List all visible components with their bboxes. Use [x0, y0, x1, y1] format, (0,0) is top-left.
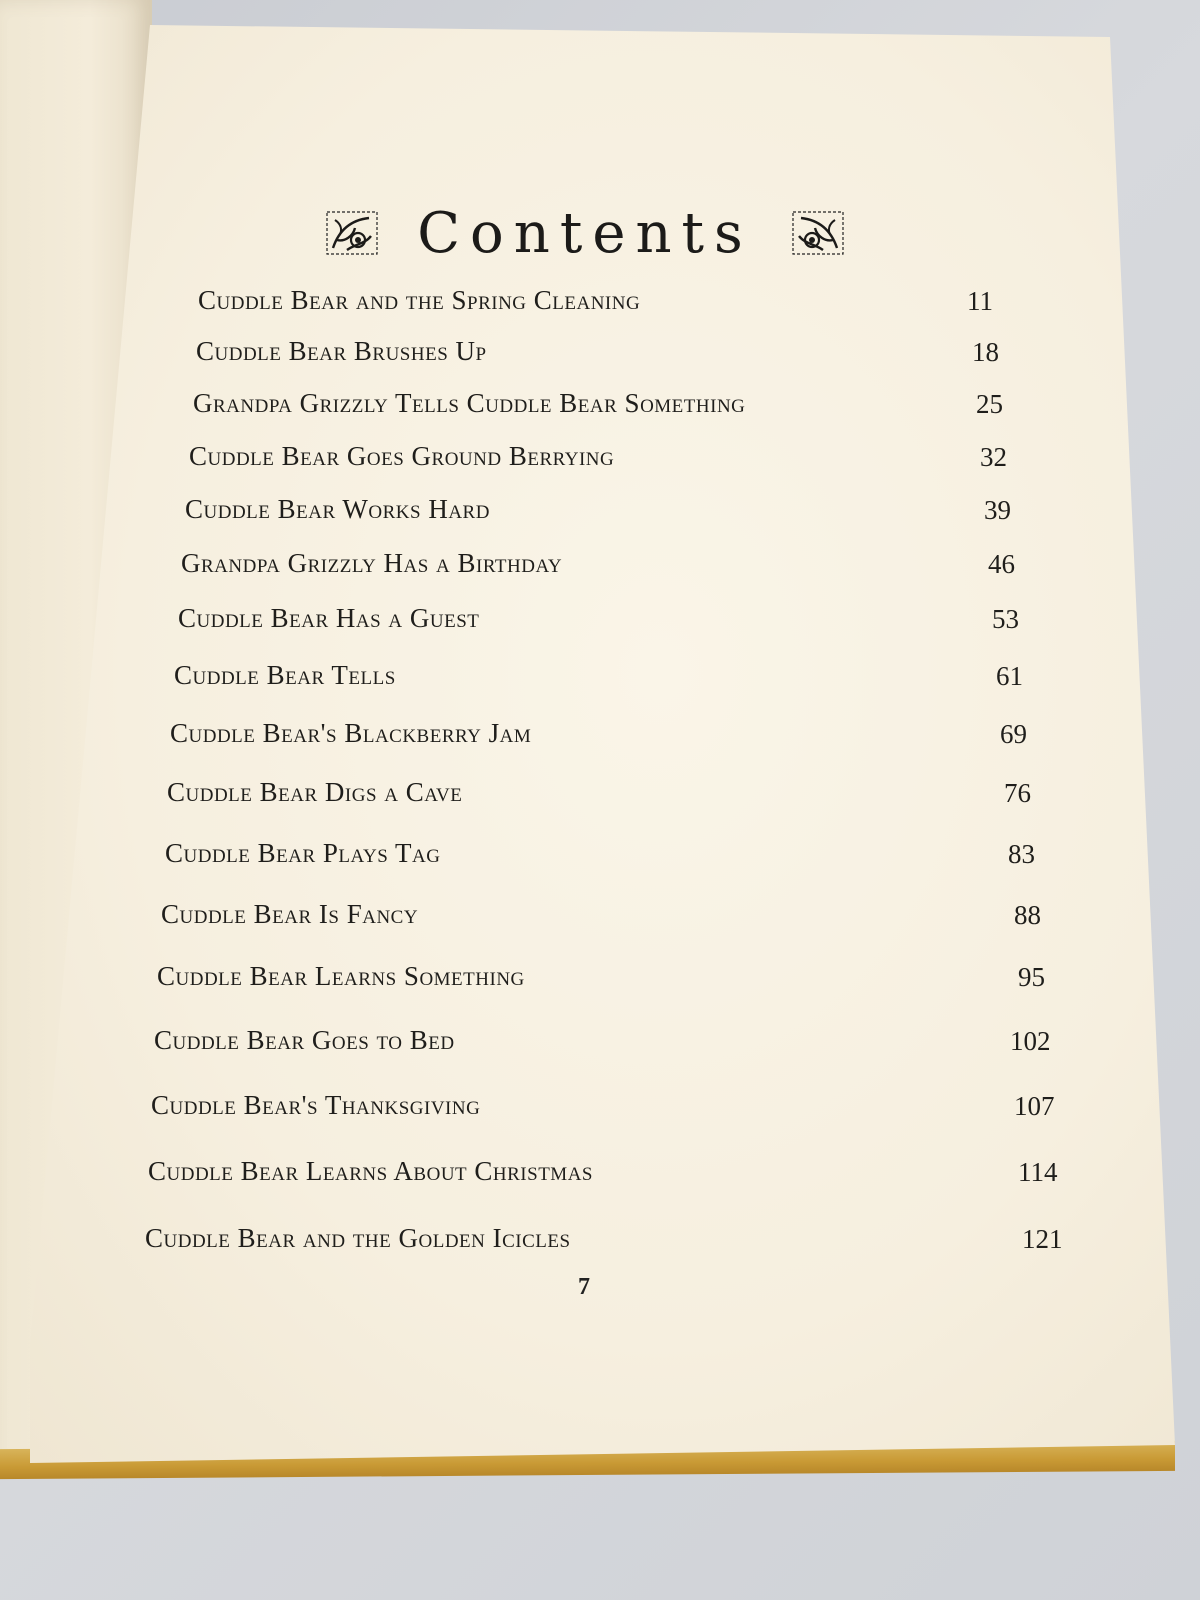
- toc-entry: [161, 894, 418, 934]
- toc-entry: [145, 1218, 571, 1258]
- toc-entry: [165, 833, 440, 873]
- toc-entry-title: Cuddle Bear Brushes Up: [196, 335, 487, 366]
- toc-entry: [185, 489, 490, 529]
- toc-entry-title: Cuddle Bear Goes Ground Berrying: [189, 440, 615, 471]
- toc-entry-title: Cuddle Bear Tells: [174, 659, 396, 690]
- toc-entry-page: 114: [1018, 1157, 1058, 1187]
- toc-entry-page: 95: [1018, 962, 1045, 992]
- toc-entry: [148, 1151, 593, 1191]
- toc-entry-title: Grandpa Grizzly Tells Cuddle Bear Something: [193, 387, 746, 418]
- toc-entry: [167, 772, 462, 812]
- toc-entry: [151, 1085, 480, 1125]
- toc-entry: [178, 598, 479, 638]
- toc-entry-page: 32: [980, 442, 1007, 472]
- toc-entry-page: 25: [976, 389, 1003, 419]
- toc-entry-title: Cuddle Bear and the Spring Cleaning: [198, 284, 641, 315]
- toc-entry-page: 107: [1014, 1091, 1055, 1121]
- toc-entry-title: Cuddle Bear Works Hard: [185, 493, 490, 524]
- toc-entry-page: 83: [1008, 839, 1035, 869]
- toc-entry-title: Grandpa Grizzly Has a Birthday: [181, 547, 563, 578]
- toc-entry-page: 46: [988, 549, 1015, 579]
- toc-entry-title: Cuddle Bear Digs a Cave: [167, 776, 463, 807]
- toc-entry-title: Cuddle Bear Plays Tag: [165, 837, 441, 868]
- toc-entry-page: 69: [1000, 719, 1027, 749]
- page-title: Contents: [417, 200, 753, 266]
- toc-entry-title: Cuddle Bear Learns Something: [157, 960, 525, 991]
- toc-entry: [174, 655, 396, 695]
- toc-entry-title: Cuddle Bear's Blackberry Jam: [170, 717, 532, 748]
- toc-entry-title: Cuddle Bear Goes to Bed: [154, 1024, 455, 1055]
- toc-entry: [170, 713, 531, 753]
- toc-entry-page: 121: [1022, 1224, 1063, 1254]
- toc-entry-page: 61: [996, 661, 1023, 691]
- toc-entry-page: 39: [984, 495, 1011, 525]
- toc-entry-page: 11: [967, 286, 993, 316]
- toc-entry-page: 53: [992, 604, 1019, 634]
- toc-entry: [196, 331, 487, 371]
- toc-entry: [189, 436, 614, 476]
- toc-entry-title: Cuddle Bear's Thanksgiving: [151, 1089, 481, 1120]
- toc-entry: [193, 383, 745, 423]
- toc-entry-page: 18: [972, 337, 999, 367]
- toc-entry: [154, 1020, 455, 1060]
- toc-entry-title: Cuddle Bear Learns About Christmas: [148, 1155, 593, 1186]
- toc-entry-page: 88: [1014, 900, 1041, 930]
- page-number: 7: [578, 1274, 590, 1300]
- toc-entry-page: 102: [1010, 1026, 1051, 1056]
- toc-entry: [181, 543, 562, 583]
- toc-entry-title: Cuddle Bear Has a Guest: [178, 602, 480, 633]
- toc-entry: [198, 280, 640, 320]
- toc-entry-title: Cuddle Bear Is Fancy: [161, 898, 419, 929]
- toc-entry: [157, 956, 525, 996]
- toc-entry-title: Cuddle Bear and the Golden Icicles: [145, 1222, 571, 1253]
- toc-entry-page: 76: [1004, 778, 1031, 808]
